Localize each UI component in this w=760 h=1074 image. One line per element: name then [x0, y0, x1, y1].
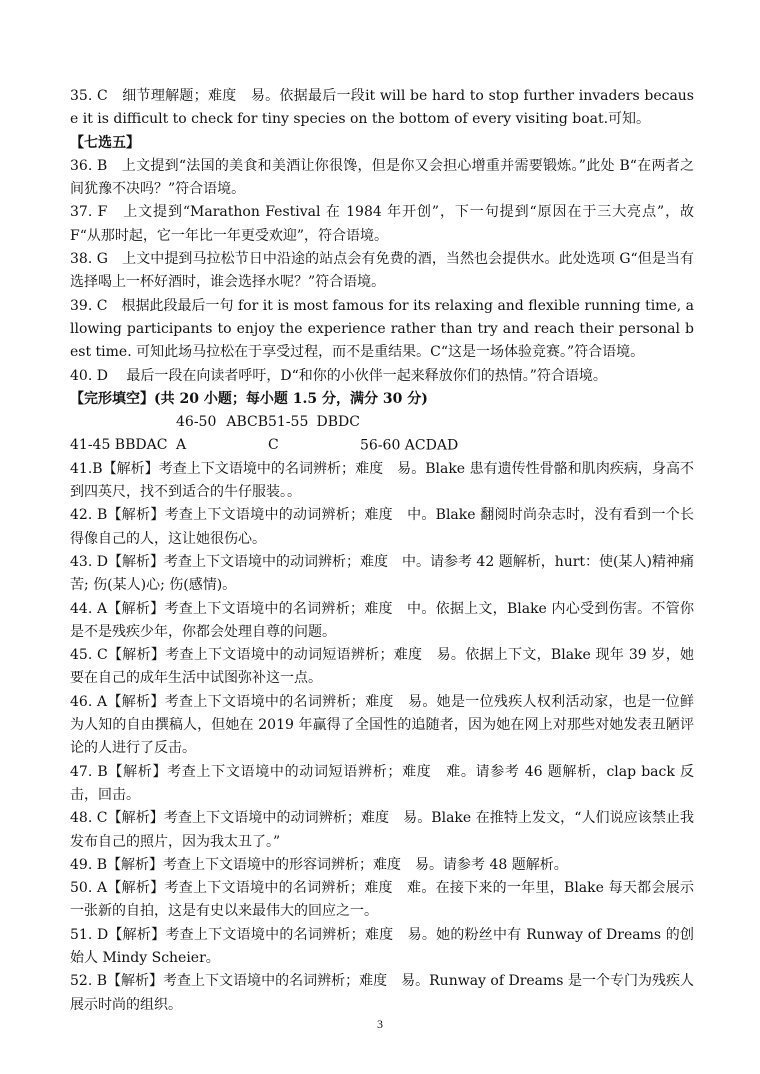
answer-36: 36. B 上文提到“法国的美食和美酒让你很馋，但是你又会担心增重并需要锻炼。”此处 B“在两者之间犹豫不决吗？”符合语境。 — [70, 157, 694, 198]
answer-43: 43. D【解析】考查上下文语境中的动词辨析；难度 中。请参考 42 题解析，hurt：使(某人)精神痛苦; 伤(某人)心; 伤(感情)。 — [70, 553, 694, 594]
answer-38: 38. G 上文中提到马拉松节日中沿途的站点会有免费的酒，当然也会提供水。此处选项 G“但是当有选择喝上一杯好酒时，谁会选择水呢？”符合语境。 — [70, 251, 694, 291]
answer-50: 50. A【解析】考查上下文语境中的名词辨析；难度 难。在接下来的一年里，Blake 每天都会展示一张新的自拍，这是有史以来最伟大的回应之一。 — [70, 880, 694, 920]
answer-key-46-50: 46-50 ABCBA — [176, 414, 268, 454]
answer-key-41-45: 41-45 BBDAC — [70, 437, 168, 454]
answer-48: 48. C【解析】考查上下文语境中的动词辨析；难度 易。Blake 在推特上发文，“人们说应该禁止我发布自己的照片，因为我太丑了。” — [70, 810, 694, 850]
answer-39: 39. C 根据此段最后一句 for it is most famous for its relaxing and flexible running time, allowing participants to enjoy the experience rather than try and reach their personal best time. 可知此场马拉松在于享受过程，而不是重结果。C“这是一场体验竞赛。”符合语境。 — [70, 297, 694, 361]
answer-key-row — [70, 411, 694, 458]
section-heading-qixuanwu: 【七选五】 — [70, 134, 140, 151]
answer-41: 41.B【解析】考查上下文语境中的名词辨析；难度 易。Blake 患有遗传性骨骼和肌肉疾病，身高不到四英尺，找不到适合的牛仔服装。。 — [70, 460, 694, 501]
answer-45: 45. C【解析】考查上下文语境中的动词短语辨析；难度 易。依据上下文，Blake 现年 39 岁，她要在自己的成年生活中试图弥补这一点。 — [70, 647, 694, 687]
answer-35: 35. C 细节理解题；难度 易。依据最后一段it will be hard to stop further invaders because it is difficult to check for tiny species on the bottom of every visiting boat.可知。 — [70, 88, 694, 128]
answer-46: 46. A【解析】考查上下文语境中的名词辨析；难度 易。她是一位残疾人权利活动家，也是一位鲜为人知的自由撰稿人，但她在 2019 年赢得了全国性的追随者，因为她在网上对那些对她发表丑陋评论的人进行了反击。 — [70, 693, 694, 757]
answer-49: 49. B【解析】考查上下文语境中的形容词辨析；难度 易。请参考 48 题解析。 — [70, 856, 568, 873]
answer-40: 40. D 最后一段在向读者呼吁，D“和你的小伙伴一起来释放你们的热情。”符合语境。 — [70, 367, 607, 384]
answer-44: 44. A【解析】考查上下文语境中的名词辨析；难度 中。依据上文，Blake 内心受到伤害。不管你是不是残疾少年，你都会处理自尊的问题。 — [70, 600, 694, 640]
section-heading-wanxing: 【完形填空】(共 20 小题；每小题 1.5 分，满分 30 分) — [70, 390, 428, 407]
page-number: 3 — [377, 1017, 383, 1031]
answer-51: 51. D【解析】考查上下文语境中的名词辨析；难度 易。她的粉丝中有 Runway of Dreams 的创始人 Mindy Scheier。 — [70, 926, 694, 966]
answer-37: 37. F 上文提到“Marathon Festival 在 1984 年开创”，下一句提到“原因在于三大亮点”，故 F“从那时起，它一年比一年更受欢迎”，符合语境。 — [70, 204, 694, 244]
answer-42: 42. B【解析】考查上下文语境中的动词辨析；难度 中。Blake 翻阅时尚杂志时，没有看到一个长得像自己的人，这让她很伤心。 — [70, 507, 694, 547]
answer-key-51-55: 51-55 DBDCC — [268, 414, 360, 454]
answer-52: 52. B【解析】考查上下文语境中的名词辨析；难度 易。Runway of Dreams 是一个专门为残疾人展示时尚的组织。 — [70, 973, 694, 1013]
answer-47: 47. B【解析】考查上下文语境中的动词短语辨析；难度 难。请参考 46 题解析，clap back 反击，回击。 — [70, 763, 694, 803]
answer-key-56-60: 56-60 ACDAD — [360, 437, 459, 454]
answer-content — [70, 85, 694, 1017]
